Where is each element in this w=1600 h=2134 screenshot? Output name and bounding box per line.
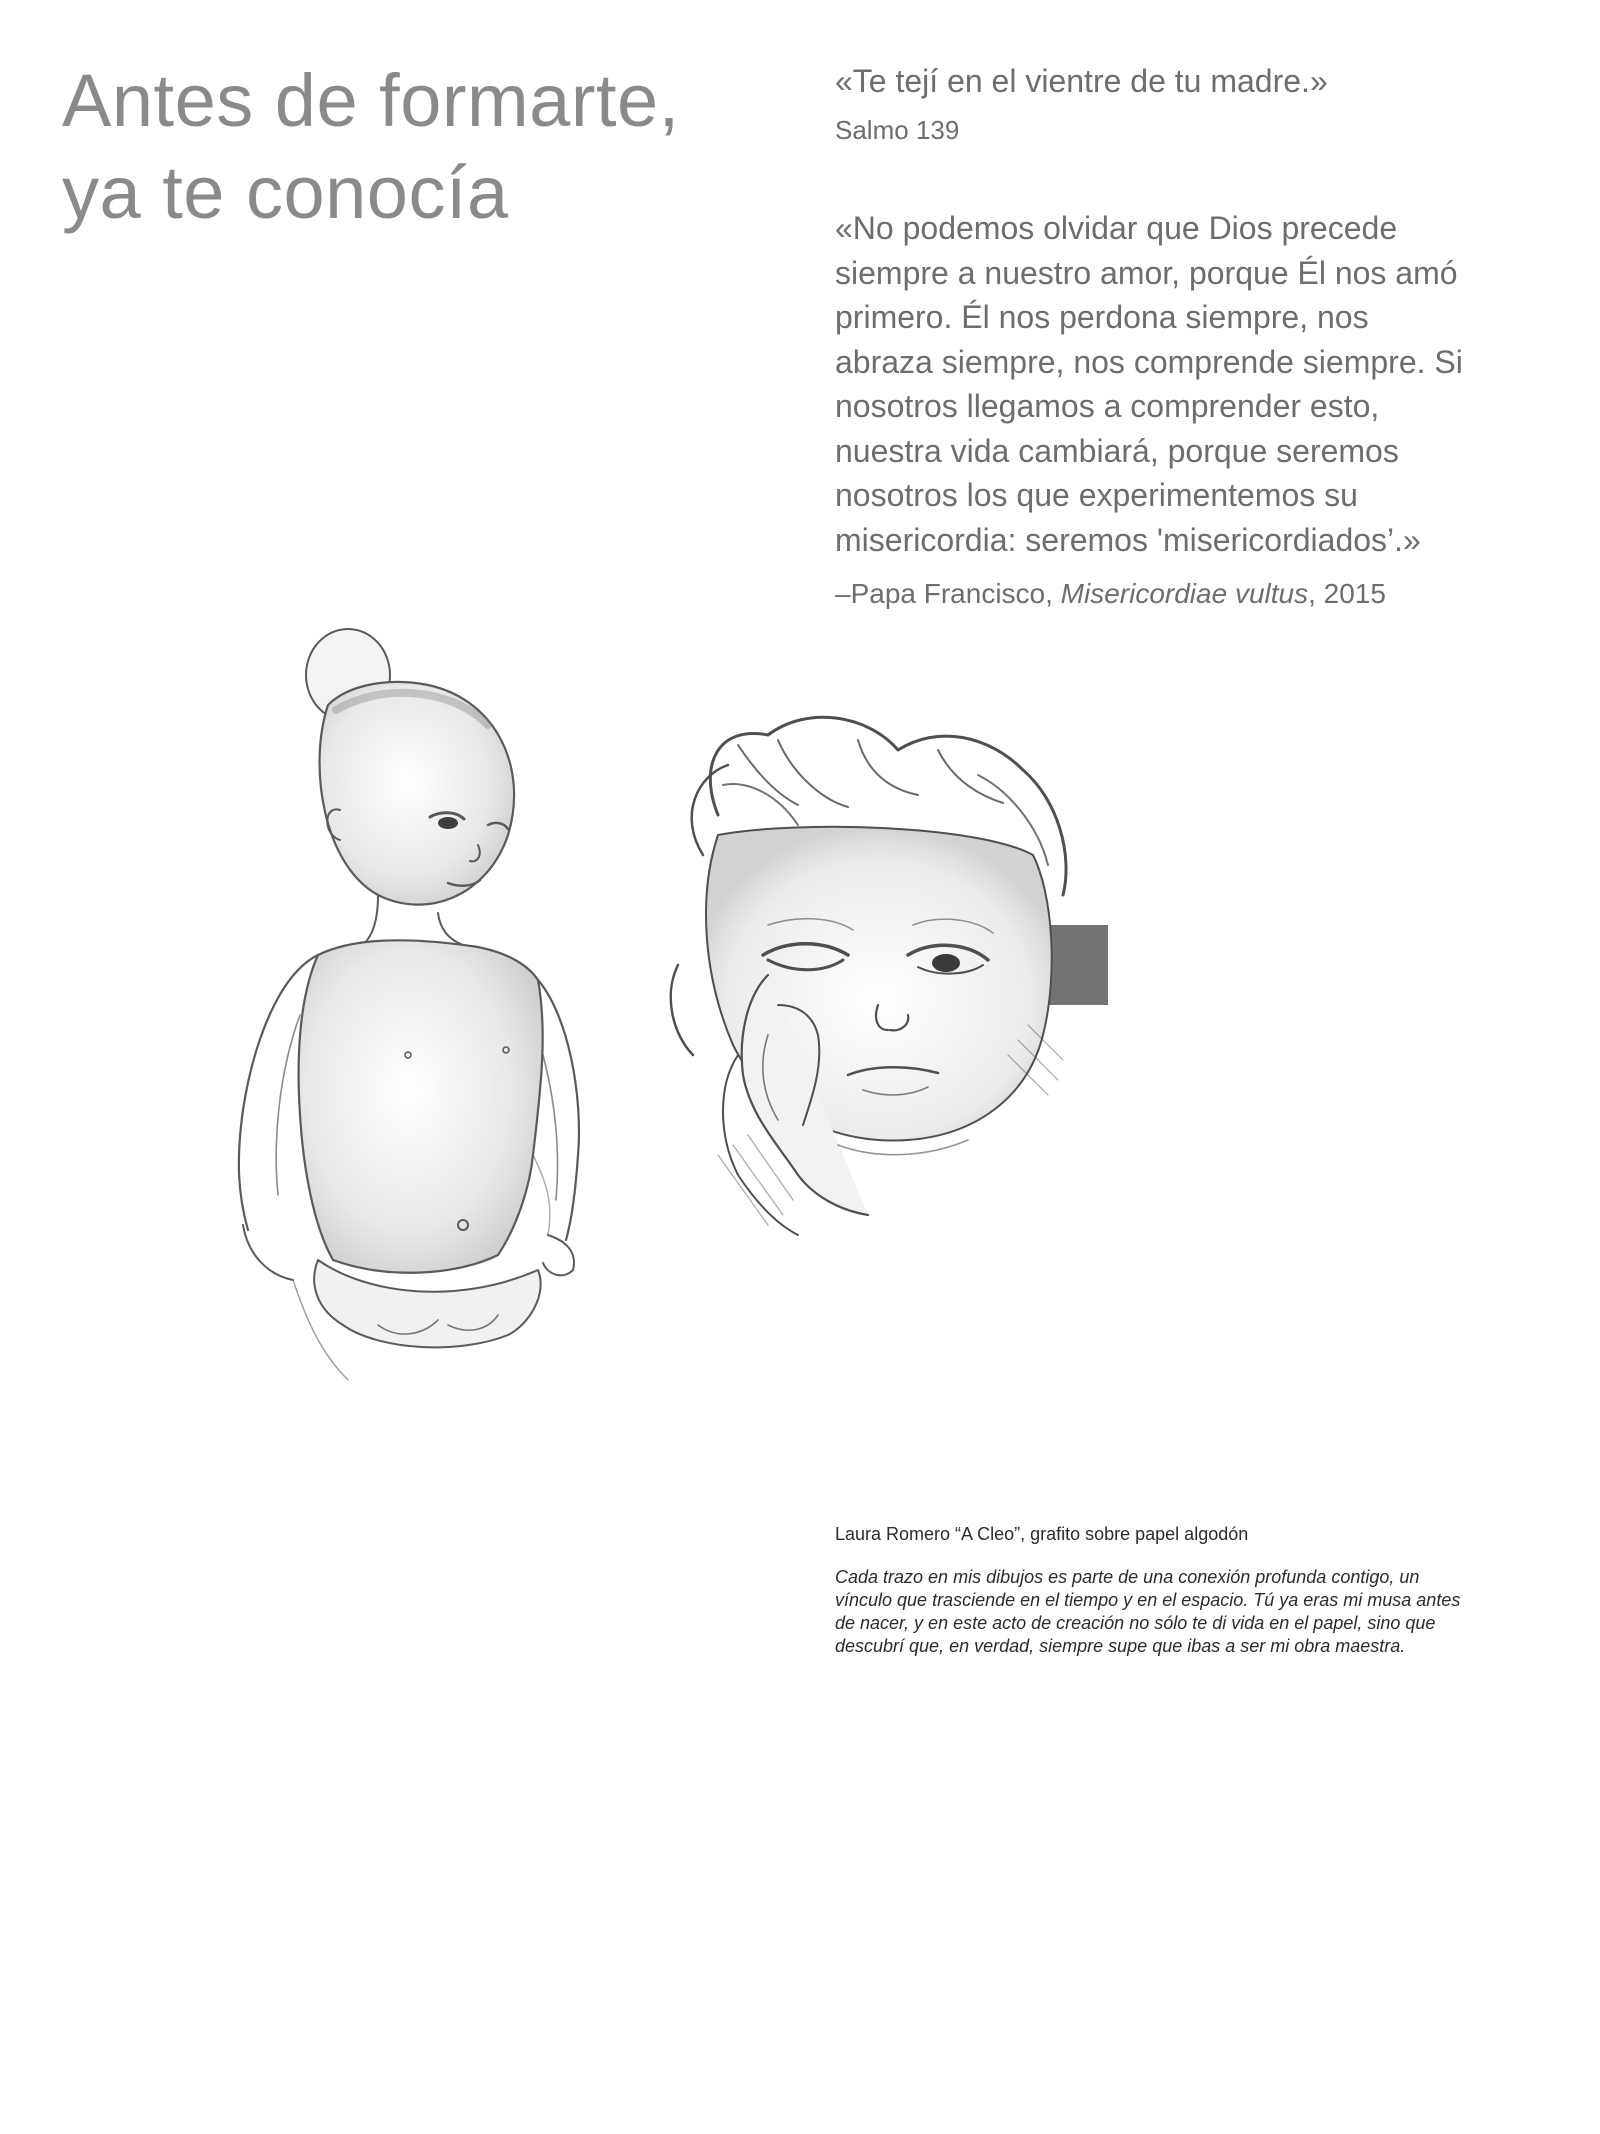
attribution-work: Misericordiae vultus	[1060, 578, 1309, 609]
pope-quote	[835, 206, 1555, 562]
artist-statement-line: descubrí que, en verdad, siempre supe que ibas a ser mi obra maestra.	[835, 1636, 1406, 1656]
drawing-child-standing	[239, 629, 579, 1380]
psalm-reference: Salmo 139	[835, 115, 960, 145]
artwork-caption	[835, 1522, 1555, 1658]
artist-statement-line: de nacer, y en este acto de creación no sólo te di vida en el papel, sino que	[835, 1613, 1436, 1633]
artist-statement-line: vínculo que trasciende en el tiempo y en el espacio. Tú ya eras mi musa antes	[835, 1590, 1461, 1610]
page-title-line-2: ya te conocía	[62, 151, 509, 234]
artist-statement	[835, 1566, 1555, 1658]
artist-statement-line: Cada trazo en mis dibujos es parte de una conexión profunda contigo, un	[835, 1567, 1420, 1587]
pope-quote-line: «No podemos olvidar que Dios precede	[835, 210, 1398, 246]
quotes-column	[835, 60, 1555, 612]
pope-quote-line: nuestra vida cambiará, porque seremos	[835, 432, 1399, 469]
artwork-credit: Laura Romero “A Cleo”, grafito sobre papel algodón	[835, 1524, 1249, 1544]
page-title	[62, 55, 762, 239]
pope-quote-line: abraza siempre, nos comprende siempre. Si	[835, 343, 1463, 380]
psalm-quote: «Te tejí en el vientre de tu madre.»	[835, 63, 1328, 99]
page-title-line-1: Antes de formarte,	[62, 59, 680, 142]
attribution-year: , 2015	[1308, 578, 1386, 609]
pope-quote-line: misericordia: seremos 'misericordiados’.»	[835, 521, 1421, 558]
pope-quote-line: nosotros los que experimentemos su	[835, 477, 1358, 513]
artwork-drawings	[78, 535, 1378, 1525]
pope-quote-line: nosotros llegamos a comprender esto,	[835, 388, 1380, 424]
drawing-child-face-hand	[671, 717, 1108, 1235]
pope-quote-line: primero. Él nos perdona siempre, nos	[835, 299, 1369, 335]
pope-quote-line: siempre a nuestro amor, porque Él nos amó	[835, 254, 1458, 291]
attribution-author: –Papa Francisco,	[835, 578, 1061, 609]
